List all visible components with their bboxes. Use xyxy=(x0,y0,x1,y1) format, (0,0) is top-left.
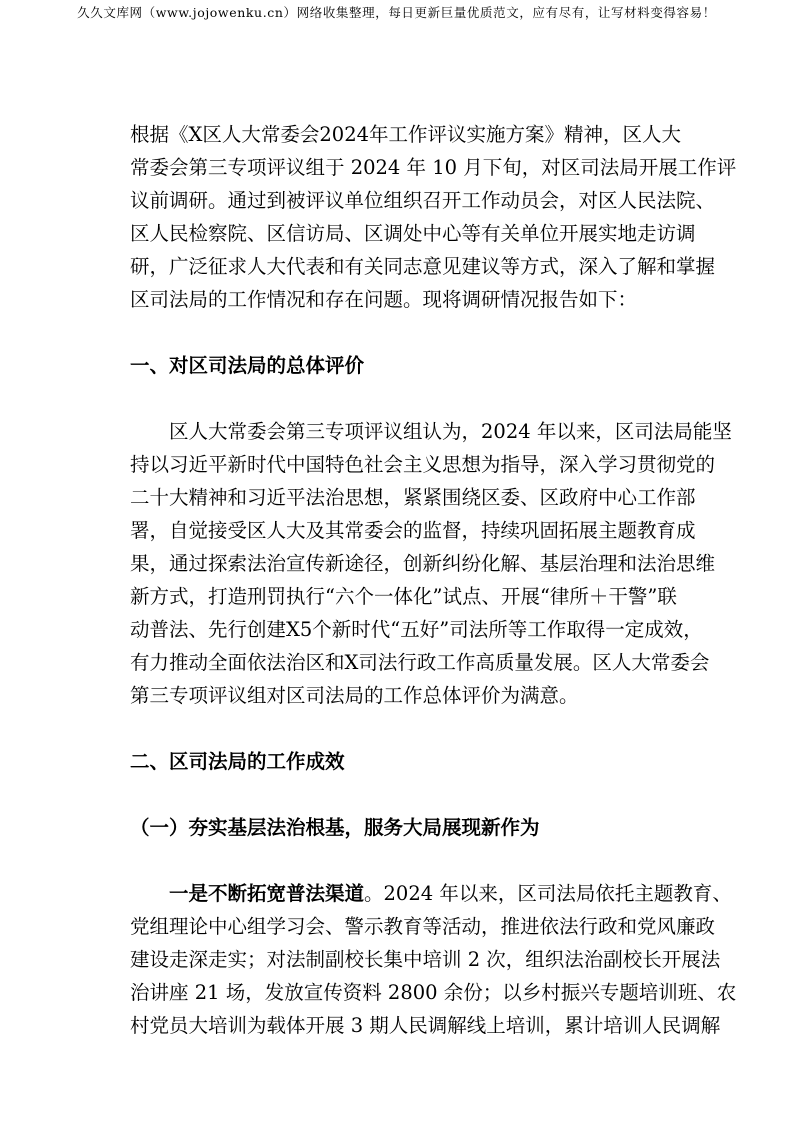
text-line: 新方式，打造刑罚执行“六个一体化”试点、开展“律所＋干警”联 xyxy=(130,585,677,608)
text-line: 村党员大培训为载体开展 3 期人民调解线上培训，累计培训人民调解 xyxy=(130,1014,721,1037)
text-line: 动普法、先行创建X5个新时代“五好”司法所等工作取得一定成效， xyxy=(130,618,703,641)
text-line: 果，通过探索法治宣传新途径，创新纠纷化解、基层治理和法治思维 xyxy=(130,552,716,575)
intro-paragraph xyxy=(130,118,737,316)
text-line: 治讲座 21 场，发放宣传资料 2800 余份；以乡村振兴专题培训班、农 xyxy=(130,981,737,1004)
text-line: 党组理论中心组学习会、警示教育等活动，推进依法行政和党风廉政 xyxy=(130,915,716,938)
page-header: 久久文库网（www.jojowenku.cn）网络收集整理，每日更新巨量优质范文，应有尽有，让写材料变得容易！ xyxy=(77,5,716,20)
text-line: 区人民检察院、区信访局、区调处中心等有关单位开展实地走访调 xyxy=(130,222,696,245)
text-line: 建设走深走实；对法制副校长集中培训 2 次，组织法治副校长开展法 xyxy=(130,948,721,971)
text-line: 研，广泛征求人大代表和有关同志意见建议等方式，深入了解和掌握 xyxy=(130,255,716,278)
text-line: 议前调研。通过到被评议单位组织召开工作动员会，对区人民法院、 xyxy=(130,189,716,212)
text-line: 常委会第三专项评议组于 2024 年 10 月下旬，对区司法局开展工作评 xyxy=(130,156,737,179)
text-line: 二十大精神和习近平法治思想，紧紧围绕区委、区政府中心工作部 xyxy=(130,486,696,509)
text-line: 根据《X区人大常委会2024年工作评议实施方案》精神，区人大 xyxy=(130,123,682,146)
text-line: 区人大常委会第三专项评议组认为，2024 年以来，区司法局能坚 xyxy=(169,420,732,443)
text-line: 署，自觉接受区人大及其常委会的监督，持续巩固拓展主题教育成 xyxy=(130,519,696,542)
text-line xyxy=(130,877,732,910)
section-heading-2: 二、区司法局的工作成效 xyxy=(130,750,345,773)
section-heading-1: 一、对区司法局的总体评价 xyxy=(130,354,365,377)
text-line: 持以习近平新时代中国特色社会主义思想为指导，深入学习贯彻党的 xyxy=(130,453,716,476)
text-line: 第三专项评议组对区司法局的工作总体评价为满意。 xyxy=(130,684,579,707)
section2-paragraph xyxy=(130,877,737,1042)
text-line: 有力推动全面依法治区和X司法行政工作高质量发展。区人大常委会 xyxy=(130,651,710,674)
lead-line-rest: 。2024 年以来，区司法局依托主题教育、 xyxy=(364,882,732,905)
section1-paragraph xyxy=(130,415,732,712)
lead-bold-text: 一是不断拓宽普法渠道 xyxy=(169,882,365,905)
document-body xyxy=(130,118,737,1042)
text-line: 区司法局的工作情况和存在问题。现将调研情况报告如下： xyxy=(130,288,638,311)
subsection-heading: （一）夯实基层法治根基，服务大局展现新作为 xyxy=(130,816,540,839)
